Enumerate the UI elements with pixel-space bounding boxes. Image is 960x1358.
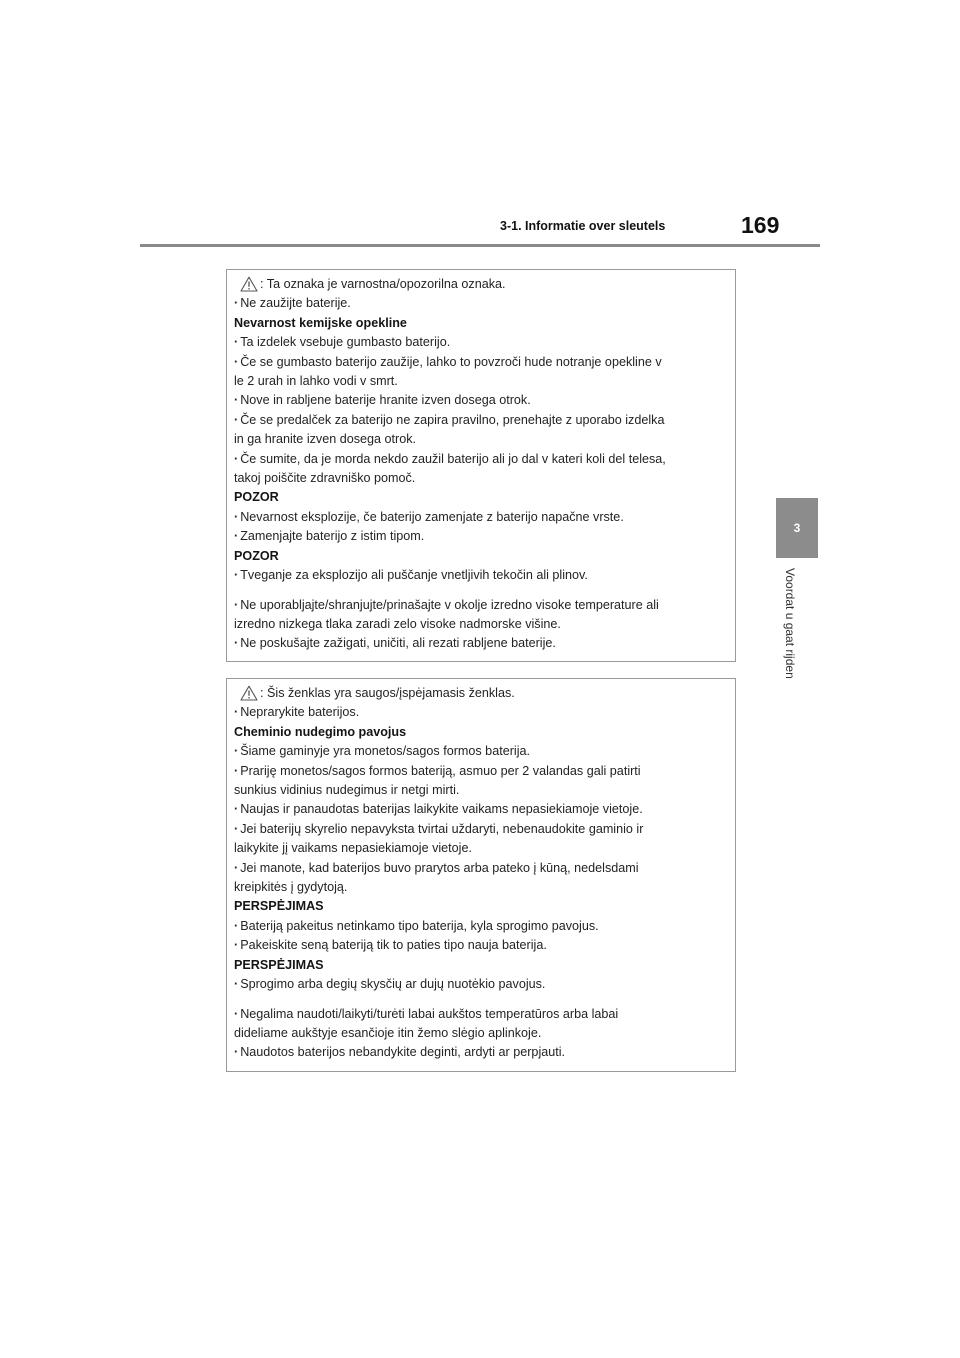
chapter-tab: 3 (776, 498, 818, 558)
notice-heading: PERSPĖJIMAS (234, 899, 324, 914)
notice-line: · Ne zaužijte baterije. (234, 294, 727, 313)
notice-line: · Neprarykite baterijos. (234, 703, 727, 722)
header-divider (140, 244, 820, 247)
section-title: 3-1. Informatie over sleutels (500, 219, 666, 233)
notice-line: · Jei manote, kad baterijos buvo prarytos arba pateko į kūną, nedelsdami (234, 859, 727, 878)
notice-intro-line: : Ta oznaka je varnostna/opozorilna oznaka. (234, 275, 727, 294)
notice-line: izredno nizkega tlaka zaradi zelo visoke nadmorske višine. (234, 616, 561, 631)
notice-line: kreipkitės į gydytoją. (234, 880, 348, 895)
notice-spacer (234, 586, 727, 596)
notice-heading: POZOR (234, 548, 279, 563)
notice-intro-line: : Šis ženklas yra saugos/įspėjamasis ženklas. (234, 684, 727, 703)
notice-line: · Negalima naudoti/laikyti/turėti labai aukštos temperatūros arba labai (234, 1005, 727, 1024)
warning-box-slovenian (226, 269, 736, 662)
notice-line: · Če sumite, da je morda nekdo zaužil baterijo ali jo dal v kateri koli del telesa, (234, 450, 727, 469)
notice-spacer (234, 995, 727, 1005)
notice-line: sunkius vidinius nudegimus ir netgi mirti. (234, 783, 460, 798)
notice-line: · Naujas ir panaudotas baterijas laikykite vaikams nepasiekiamoje vietoje. (234, 800, 727, 819)
notice-line: · Bateriją pakeitus netinkamo tipo baterija, kyla sprogimo pavojus. (234, 917, 727, 936)
notice-line: · Jei baterijų skyrelio nepavyksta tvirtai uždaryti, nebenaudokite gaminio ir (234, 820, 727, 839)
notice-heading: Cheminio nudegimo pavojus (234, 724, 407, 739)
notice-line: dideliame aukštyje esančioje itin žemo slėgio aplinkoje. (234, 1025, 542, 1040)
notice-line: · Ne poskušajte zažigati, uničiti, ali rezati rabljene baterije. (234, 634, 727, 653)
notice-line: · Naudotos baterijos nebandykite deginti, ardyti ar perpjauti. (234, 1043, 727, 1062)
notice-line: le 2 urah in lahko vodi v smrt. (234, 374, 398, 389)
warning-triangle-icon (240, 685, 258, 701)
warning-box-lithuanian (226, 678, 736, 1072)
notice-line: · Če se gumbasto baterijo zaužije, lahko to povzroči hude notranje opekline v (234, 353, 727, 372)
notice-line: · Šiame gaminyje yra monetos/sagos formos baterija. (234, 742, 727, 761)
notice-line: laikykite jį vaikams nepasiekiamoje vietoje. (234, 841, 472, 856)
notice-line: · Pakeiskite seną bateriją tik to paties tipo nauja baterija. (234, 936, 727, 955)
notice-heading: Nevarnost kemijske opekline (234, 315, 407, 330)
notice-line: · Nevarnost eksplozije, če baterijo zamenjate z baterijo napačne vrste. (234, 508, 727, 527)
notice-line: · Ne uporabljajte/shranjujte/prinašajte v okolje izredno visoke temperature ali (234, 596, 727, 615)
chapter-label: Voordat u gaat rijden (783, 568, 797, 679)
notice-line: · Sprogimo arba degių skysčių ar dujų nuotėkio pavojus. (234, 975, 727, 994)
notice-line: · Zamenjajte baterijo z istim tipom. (234, 527, 727, 546)
notice-line: in ga hranite izven dosega otrok. (234, 432, 417, 447)
notice-line: · Če se predalček za baterijo ne zapira pravilno, prenehajte z uporabo izdelka (234, 411, 727, 430)
notice-line: · Prariję monetos/sagos formos bateriją, asmuo per 2 valandas gali patirti (234, 762, 727, 781)
notice-line: · Tveganje za eksplozijo ali puščanje vnetljivih tekočin ali plinov. (234, 566, 727, 585)
notice-line: · Ta izdelek vsebuje gumbasto baterijo. (234, 333, 727, 352)
page-number: 169 (741, 212, 780, 238)
notice-heading: POZOR (234, 490, 279, 505)
warning-triangle-icon (240, 276, 258, 292)
notice-line: takoj poiščite zdravniško pomoč. (234, 471, 416, 486)
notice-heading: PERSPĖJIMAS (234, 957, 324, 972)
notice-line: · Nove in rabljene baterije hranite izven dosega otrok. (234, 391, 727, 410)
